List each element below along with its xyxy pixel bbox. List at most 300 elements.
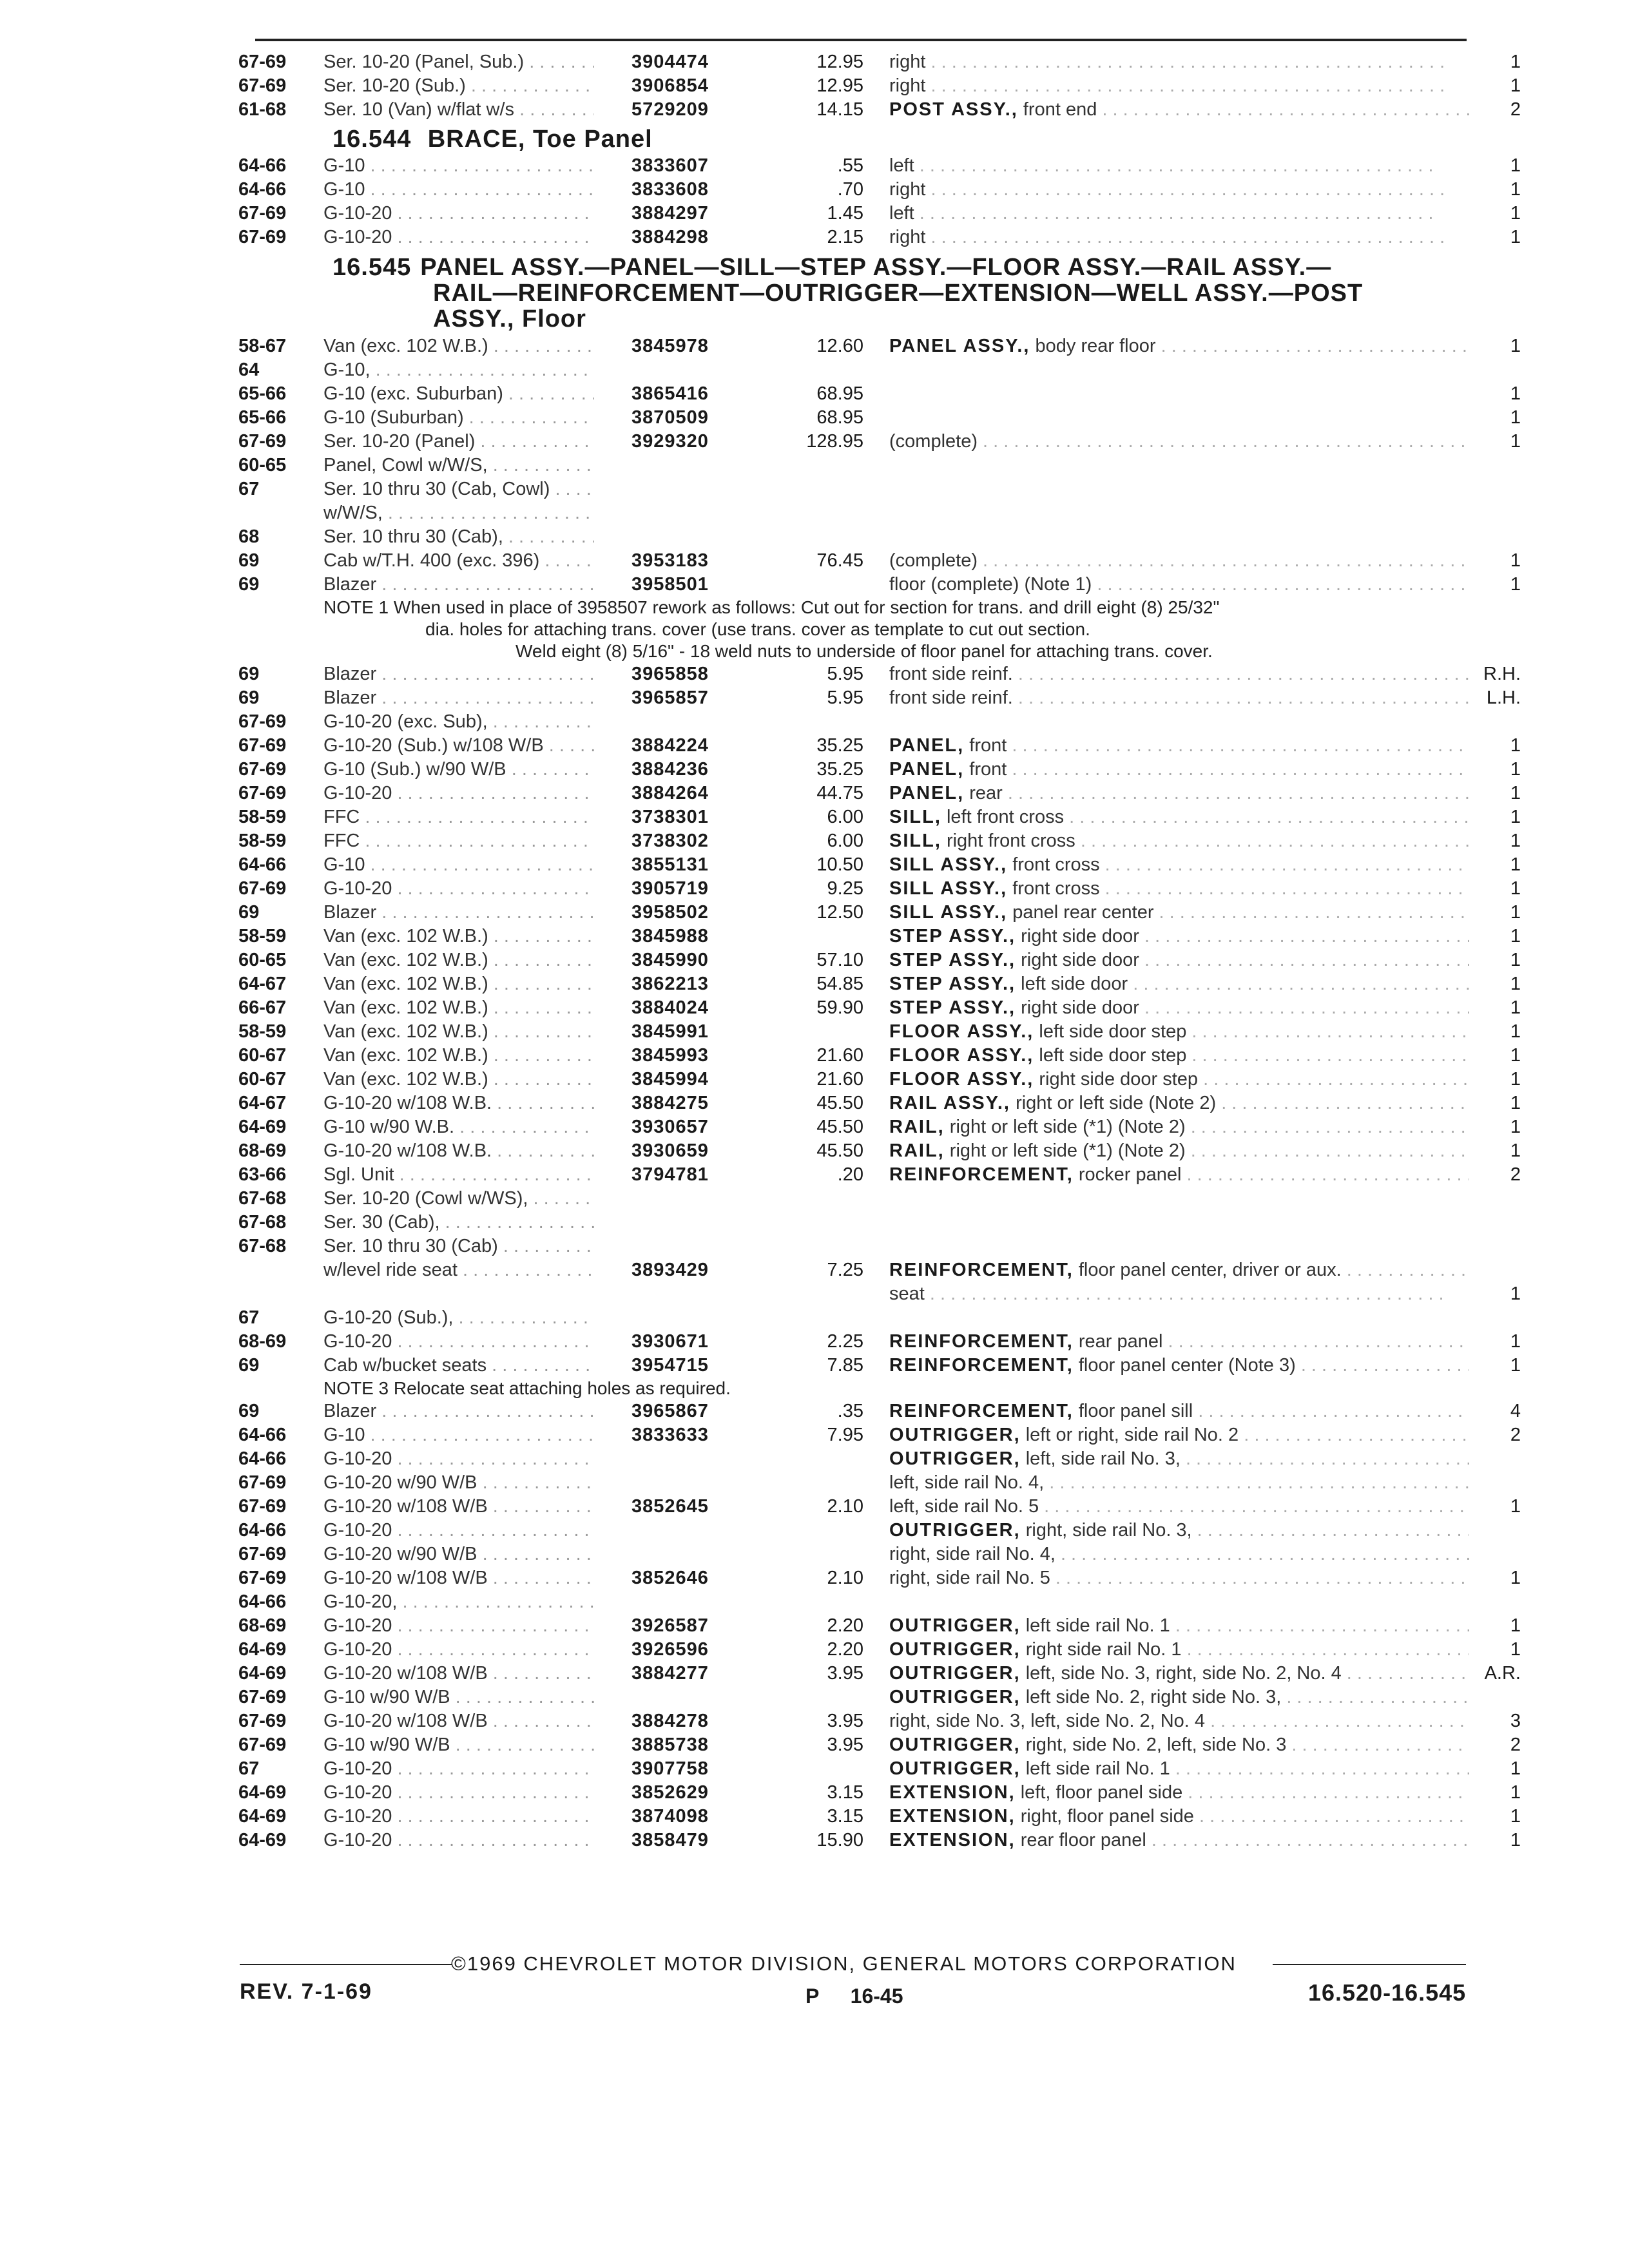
model-cell: G-10-20 . . . xyxy=(323,1614,594,1638)
part-name: REINFORCEMENT, xyxy=(889,1331,1074,1352)
part-number-cell: 3870509 xyxy=(631,407,709,428)
table-row xyxy=(238,358,1521,382)
price-cell: 2.25 xyxy=(827,1331,863,1352)
part-description: right side door step xyxy=(1039,1069,1199,1090)
table-row xyxy=(238,1187,1521,1211)
year-cell: 64-69 xyxy=(238,1663,287,1684)
part-description: right, side No. 2, left, side No. 3 xyxy=(1025,1735,1287,1755)
year-cell: 67 xyxy=(238,1307,260,1328)
part-number-cell: 3884277 xyxy=(631,1663,709,1684)
part-description: left xyxy=(889,155,914,176)
year-cell: 64-66 xyxy=(238,1520,287,1541)
year-cell: 58-67 xyxy=(238,336,287,356)
model-cell: G-10-20 (Sub.), . . . xyxy=(323,1306,594,1330)
description-cell xyxy=(889,996,1469,1020)
description-cell xyxy=(889,1829,1469,1852)
part-name: STEP ASSY., xyxy=(889,997,1016,1018)
part-name: STEP ASSY., xyxy=(889,974,1016,994)
quantity-cell: 1 xyxy=(1510,735,1521,756)
year-cell: 67-69 xyxy=(238,52,287,72)
part-name: REINFORCEMENT, xyxy=(889,1164,1074,1185)
section-title-line-1: PANEL ASSY.—PANEL—SILL—STEP ASSY.—FLOOR ASSY.—RAIL ASSY.— xyxy=(420,254,1332,281)
price-cell: 128.95 xyxy=(806,431,863,452)
model-cell: G-10 (Sub.) w/90 W/B . . . xyxy=(323,758,594,782)
part-number-cell: 3845994 xyxy=(631,1069,709,1090)
part-description: floor panel sill xyxy=(1078,1401,1193,1421)
year-cell: 64-67 xyxy=(238,1093,287,1113)
part-number-cell: 3884024 xyxy=(631,997,709,1018)
model-cell: G-10-20 . . . xyxy=(323,782,594,805)
part-name: REINFORCEMENT, xyxy=(889,1401,1074,1421)
year-cell: 64-69 xyxy=(238,1117,287,1137)
part-description: front cross xyxy=(1012,878,1100,899)
group-panel-rows-c xyxy=(238,1399,1521,1852)
model-cell: Ser. 30 (Cab), . . . xyxy=(323,1211,594,1235)
quantity-cell: 1 xyxy=(1510,179,1521,200)
quantity-cell: 1 xyxy=(1510,1830,1521,1850)
part-description: front end xyxy=(1023,99,1097,120)
description-cell xyxy=(889,1258,1469,1282)
year-cell: 69 xyxy=(238,1401,260,1421)
table-row xyxy=(238,948,1521,972)
quantity-cell: 1 xyxy=(1510,950,1521,970)
table-row xyxy=(238,901,1521,925)
quantity-cell: 1 xyxy=(1510,336,1521,356)
part-description: front xyxy=(969,759,1007,780)
part-number-cell: 3833607 xyxy=(631,155,709,176)
table-row xyxy=(238,1235,1521,1258)
model-cell: G-10-20 . . . xyxy=(323,1757,594,1781)
part-name: OUTRIGGER, xyxy=(889,1639,1021,1660)
part-number-cell: 3906854 xyxy=(631,75,709,96)
description-cell xyxy=(889,758,1469,782)
part-name: SILL, xyxy=(889,831,941,851)
part-name: OUTRIGGER, xyxy=(889,1425,1021,1445)
part-number-cell: 3930671 xyxy=(631,1331,709,1352)
part-description: left, side rail No. 5 xyxy=(889,1496,1039,1517)
table-row xyxy=(238,334,1521,358)
part-name: PANEL ASSY., xyxy=(889,336,1030,356)
part-name: OUTRIGGER, xyxy=(889,1615,1021,1636)
part-number-cell: 3953183 xyxy=(631,550,709,571)
part-name: OUTRIGGER, xyxy=(889,1448,1021,1469)
price-cell: 2.10 xyxy=(827,1568,863,1588)
part-name: OUTRIGGER, xyxy=(889,1520,1021,1541)
part-description: right side door xyxy=(1021,950,1139,970)
part-number-cell: 3926596 xyxy=(631,1639,709,1660)
note-1-line-2: dia. holes for attaching trans. cover (use trans. cover as template to cut out section. xyxy=(425,619,1090,639)
description-cell xyxy=(889,686,1469,710)
description-cell xyxy=(889,662,1469,686)
year-cell: 67-69 xyxy=(238,1735,287,1755)
part-description: right or left side (Note 2) xyxy=(1016,1093,1217,1113)
table-row xyxy=(238,1733,1521,1757)
part-number-cell: 3954715 xyxy=(631,1355,709,1376)
model-cell: G-10-20 w/108 W/B . . . xyxy=(323,1662,594,1686)
year-cell: 67-69 xyxy=(238,711,287,732)
model-cell: G-10, . . . xyxy=(323,358,594,382)
quantity-cell: 1 xyxy=(1510,854,1521,875)
part-name: FLOOR ASSY., xyxy=(889,1045,1034,1066)
quantity-cell: 1 xyxy=(1510,1117,1521,1137)
year-cell: 69 xyxy=(238,687,260,708)
part-name: SILL ASSY., xyxy=(889,878,1008,899)
part-number-cell: 3833608 xyxy=(631,179,709,200)
part-description: left side door step xyxy=(1039,1021,1187,1042)
quantity-cell: 1 xyxy=(1510,974,1521,994)
model-cell: Van (exc. 102 W.B.) . . . xyxy=(323,1068,594,1091)
model-cell: G-10-20 w/108 W/B . . . xyxy=(323,1709,594,1733)
description-cell xyxy=(889,1686,1469,1709)
quantity-cell: 1 xyxy=(1510,878,1521,899)
description-cell xyxy=(889,1662,1469,1686)
table-row xyxy=(238,1163,1521,1187)
year-cell: 67-69 xyxy=(238,203,287,224)
year-cell: 64-69 xyxy=(238,1639,287,1660)
model-cell: Sgl. Unit . . . xyxy=(323,1163,594,1187)
description-cell xyxy=(889,1757,1469,1781)
part-name: SILL ASSY., xyxy=(889,902,1008,923)
year-cell: 67-69 xyxy=(238,1711,287,1731)
table-row xyxy=(238,758,1521,782)
section-16544-heading xyxy=(238,127,1521,151)
year-cell: 69 xyxy=(238,574,260,595)
model-cell: Cab w/T.H. 400 (exc. 396) . . . xyxy=(323,549,594,573)
part-number-cell: 3905719 xyxy=(631,878,709,899)
table-row xyxy=(238,662,1521,686)
model-cell: Van (exc. 102 W.B.) . . . xyxy=(323,334,594,358)
year-cell: 67-69 xyxy=(238,878,287,899)
part-number-cell: 3833633 xyxy=(631,1425,709,1445)
part-description: right side rail No. 1 xyxy=(1025,1639,1182,1660)
model-cell: Blazer . . . xyxy=(323,662,594,686)
table-row xyxy=(238,1139,1521,1163)
year-cell: 64 xyxy=(238,360,260,380)
table-row xyxy=(238,1282,1521,1306)
part-name: PANEL, xyxy=(889,735,965,756)
copyright-line: ©1969 CHEVROLET MOTOR DIVISION, GENERAL MOTORS CORPORATION xyxy=(451,1952,1237,1975)
part-number-cell: 3930659 xyxy=(631,1140,709,1161)
description-cell xyxy=(889,1044,1469,1068)
section-number: 16.545 xyxy=(333,254,412,281)
year-cell: 60-65 xyxy=(238,455,287,476)
model-cell: G-10 w/90 W.B. . . . xyxy=(323,1115,594,1139)
model-cell: G-10-20 . . . xyxy=(323,202,594,226)
part-name: POST ASSY., xyxy=(889,99,1018,120)
price-cell: 59.90 xyxy=(816,997,863,1018)
model-cell: Ser. 10 thru 30 (Cab) . . . xyxy=(323,1235,594,1258)
description-cell xyxy=(889,1020,1469,1044)
part-name: EXTENSION, xyxy=(889,1830,1016,1850)
model-cell: Blazer . . . xyxy=(323,901,594,925)
table-row xyxy=(238,430,1521,454)
price-cell: 3.15 xyxy=(827,1806,863,1827)
table-row xyxy=(238,1805,1521,1829)
part-number-cell: 3904474 xyxy=(631,52,709,72)
price-cell: 35.25 xyxy=(816,735,863,756)
model-cell: G-10-20 . . . xyxy=(323,877,594,901)
table-row xyxy=(238,1306,1521,1330)
part-description: rear panel xyxy=(1078,1331,1163,1352)
table-row xyxy=(238,710,1521,734)
part-description: floor panel center (Note 3) xyxy=(1078,1355,1296,1376)
year-cell: 68 xyxy=(238,526,260,547)
description-cell xyxy=(889,430,1469,454)
quantity-cell: 2 xyxy=(1510,1425,1521,1445)
table-row xyxy=(238,477,1521,501)
year-cell: 69 xyxy=(238,550,260,571)
part-description: left, side No. 3, right, side No. 2, No. 4 xyxy=(1025,1663,1342,1684)
part-number-cell: 3884297 xyxy=(631,203,709,224)
part-description: right or left side (*1) (Note 2) xyxy=(949,1117,1186,1137)
description-cell xyxy=(889,972,1469,996)
table-row xyxy=(238,1258,1521,1282)
part-number-cell: 3884278 xyxy=(631,1711,709,1731)
year-cell: 68-69 xyxy=(238,1331,287,1352)
quantity-cell: 2 xyxy=(1510,99,1521,120)
section-title-line-3: ASSY., Floor xyxy=(433,305,586,332)
year-cell: 64-66 xyxy=(238,179,287,200)
description-cell xyxy=(889,154,1469,178)
description-cell xyxy=(889,1354,1469,1378)
year-cell: 64-66 xyxy=(238,155,287,176)
price-cell: 54.85 xyxy=(816,974,863,994)
model-cell: Van (exc. 102 W.B.) . . . xyxy=(323,1020,594,1044)
year-cell: 69 xyxy=(238,902,260,923)
description-cell xyxy=(889,1805,1469,1829)
table-row xyxy=(238,1614,1521,1638)
table-row xyxy=(238,805,1521,829)
group-brace-rows xyxy=(238,154,1521,249)
price-cell: 45.50 xyxy=(816,1093,863,1113)
model-cell: Ser. 10 (Van) w/flat w/s . . . xyxy=(323,98,594,122)
price-cell: 12.95 xyxy=(816,75,863,96)
footer-rule-left xyxy=(240,1964,452,1965)
description-cell xyxy=(889,1068,1469,1091)
part-name: FLOOR ASSY., xyxy=(889,1021,1034,1042)
price-cell: 15.90 xyxy=(816,1830,863,1850)
part-description: (complete) xyxy=(889,431,978,452)
part-number-cell: 3958502 xyxy=(631,902,709,923)
quantity-cell: 1 xyxy=(1510,155,1521,176)
section-title-line-2: RAIL—REINFORCEMENT—OUTRIGGER—EXTENSION—WELL ASSY.—POST xyxy=(433,280,1364,307)
note-1-line-3: Weld eight (8) 5/16" - 18 weld nuts to underside of floor panel for attaching trans. cover. xyxy=(516,641,1213,661)
price-cell: 7.95 xyxy=(827,1425,863,1445)
model-cell: G-10-20 w/90 W/B . . . xyxy=(323,1471,594,1495)
year-cell: 64-69 xyxy=(238,1782,287,1803)
part-number-cell: 3907758 xyxy=(631,1758,709,1779)
part-number-cell: 3794781 xyxy=(631,1164,709,1185)
part-description: body rear floor xyxy=(1035,336,1156,356)
table-row xyxy=(238,1423,1521,1447)
part-number-cell: 3929320 xyxy=(631,431,709,452)
model-cell: G-10 . . . xyxy=(323,853,594,877)
year-cell: 67-69 xyxy=(238,1544,287,1564)
price-cell: .55 xyxy=(837,155,863,176)
table-row xyxy=(238,1662,1521,1686)
model-cell: w/level ride seat . . . xyxy=(323,1258,594,1282)
table-row xyxy=(238,74,1521,98)
table-row xyxy=(238,1638,1521,1662)
description-cell xyxy=(889,334,1469,358)
price-cell: 35.25 xyxy=(816,759,863,780)
description-cell xyxy=(889,1115,1469,1139)
table-row xyxy=(238,1330,1521,1354)
part-number-cell: 3965867 xyxy=(631,1401,709,1421)
price-cell: 5.95 xyxy=(827,664,863,684)
part-number-cell: 3884236 xyxy=(631,759,709,780)
model-cell: Van (exc. 102 W.B.) . . . xyxy=(323,1044,594,1068)
part-description: left side door xyxy=(1021,974,1128,994)
part-description: (complete) xyxy=(889,550,978,571)
part-number-cell: 3738301 xyxy=(631,807,709,827)
model-cell: G-10-20 w/90 W/B . . . xyxy=(323,1542,594,1566)
table-row xyxy=(238,406,1521,430)
part-description: rocker panel xyxy=(1078,1164,1182,1185)
description-cell xyxy=(889,1638,1469,1662)
price-cell: 3.95 xyxy=(827,1735,863,1755)
part-name: OUTRIGGER, xyxy=(889,1663,1021,1684)
year-cell: 60-67 xyxy=(238,1069,287,1090)
model-cell: G-10-20 w/108 W/B . . . xyxy=(323,1566,594,1590)
model-cell: Ser. 10-20 (Panel, Sub.) . . . xyxy=(323,50,594,74)
year-cell: 67-69 xyxy=(238,227,287,247)
part-description: rear xyxy=(969,783,1003,803)
price-cell: 6.00 xyxy=(827,831,863,851)
model-cell: G-10 . . . xyxy=(323,1423,594,1447)
price-cell: 2.20 xyxy=(827,1639,863,1660)
model-cell: Ser. 10-20 (Sub.) . . . xyxy=(323,74,594,98)
price-cell: 10.50 xyxy=(816,854,863,875)
description-cell xyxy=(889,877,1469,901)
part-number-cell: 3845991 xyxy=(631,1021,709,1042)
model-cell: Van (exc. 102 W.B.) . . . xyxy=(323,925,594,948)
part-number-cell: 3885738 xyxy=(631,1735,709,1755)
section-number: 16.544 xyxy=(333,126,412,153)
quantity-cell: 1 xyxy=(1510,1782,1521,1803)
year-cell: 64-66 xyxy=(238,1448,287,1469)
quantity-cell: 1 xyxy=(1510,1568,1521,1588)
model-cell: G-10-20 . . . xyxy=(323,1447,594,1471)
price-cell: .35 xyxy=(837,1401,863,1421)
year-cell: 67 xyxy=(238,1758,260,1779)
part-number-cell: 3930657 xyxy=(631,1117,709,1137)
price-cell: 3.95 xyxy=(827,1711,863,1731)
part-name: OUTRIGGER, xyxy=(889,1735,1021,1755)
part-number-cell: 3852629 xyxy=(631,1782,709,1803)
table-row xyxy=(238,686,1521,710)
page-number xyxy=(805,1984,903,2008)
table-row xyxy=(238,996,1521,1020)
description-cell xyxy=(889,782,1469,805)
quantity-cell: 1 xyxy=(1510,1140,1521,1161)
quantity-cell: 1 xyxy=(1510,75,1521,96)
part-name: RAIL ASSY., xyxy=(889,1093,1010,1113)
quantity-cell: 1 xyxy=(1510,1355,1521,1376)
price-cell: 5.95 xyxy=(827,687,863,708)
table-row xyxy=(238,1781,1521,1805)
part-name: RAIL, xyxy=(889,1117,945,1137)
description-cell xyxy=(889,734,1469,758)
model-cell: G-10-20 . . . xyxy=(323,1829,594,1852)
year-cell: 67-69 xyxy=(238,735,287,756)
part-description: left, floor panel side xyxy=(1020,1782,1183,1803)
year-cell: 64-69 xyxy=(238,1806,287,1827)
description-cell xyxy=(889,1519,1469,1542)
price-cell: 45.50 xyxy=(816,1140,863,1161)
page-number-value: 16-45 xyxy=(850,1984,903,2008)
part-description: seat xyxy=(889,1283,925,1304)
quantity-cell: R.H. xyxy=(1483,664,1521,684)
part-number-cell: 3884224 xyxy=(631,735,709,756)
part-number-cell: 3926587 xyxy=(631,1615,709,1636)
year-cell: 64-66 xyxy=(238,1591,287,1612)
part-description: front xyxy=(969,735,1007,756)
price-cell: 2.20 xyxy=(827,1615,863,1636)
model-cell: G-10-20 w/108 W.B. . . . xyxy=(323,1091,594,1115)
description-cell xyxy=(889,1542,1469,1566)
part-description: panel rear center xyxy=(1012,902,1154,923)
model-cell: G-10-20 . . . xyxy=(323,1781,594,1805)
part-description: right, side No. 3, left, side No. 2, No. 4 xyxy=(889,1711,1206,1731)
part-description: left side door step xyxy=(1039,1045,1187,1066)
part-description: right, side rail No. 3, xyxy=(1025,1520,1192,1541)
part-description: left side No. 2, right side No. 3, xyxy=(1025,1687,1282,1707)
table-row xyxy=(238,154,1521,178)
table-row xyxy=(238,382,1521,406)
quantity-cell: 1 xyxy=(1510,383,1521,404)
part-number-cell: 3865416 xyxy=(631,383,709,404)
part-number-cell: 3852645 xyxy=(631,1496,709,1517)
quantity-cell: 1 xyxy=(1510,550,1521,571)
price-cell: 2.15 xyxy=(827,227,863,247)
description-cell xyxy=(889,573,1469,597)
price-cell: 45.50 xyxy=(816,1117,863,1137)
section-16545-heading xyxy=(238,255,1521,332)
part-name: REINFORCEMENT, xyxy=(889,1355,1074,1376)
table-row xyxy=(238,50,1521,74)
table-row xyxy=(238,1447,1521,1471)
model-cell: G-10-20 w/108 W/B . . . xyxy=(323,1495,594,1519)
table-row xyxy=(238,782,1521,805)
model-cell: FFC . . . xyxy=(323,805,594,829)
part-description: right xyxy=(889,52,926,72)
year-cell: 67-69 xyxy=(238,1496,287,1517)
description-cell xyxy=(889,202,1469,226)
year-cell: 67-69 xyxy=(238,783,287,803)
quantity-cell: 1 xyxy=(1510,1639,1521,1660)
year-cell: 64-66 xyxy=(238,854,287,875)
part-description: right, side rail No. 4, xyxy=(889,1544,1055,1564)
price-cell: 12.95 xyxy=(816,52,863,72)
description-cell xyxy=(889,829,1469,853)
footer-rule-right xyxy=(1273,1964,1466,1965)
page-label: P xyxy=(805,1984,819,2008)
part-description: right xyxy=(889,75,926,96)
part-number-cell: 3884275 xyxy=(631,1093,709,1113)
price-cell: 7.25 xyxy=(827,1260,863,1280)
model-cell: G-10-20, . . . xyxy=(323,1590,594,1614)
table-row xyxy=(238,877,1521,901)
model-cell: Ser. 10 thru 30 (Cab), . . . xyxy=(323,525,594,549)
year-cell: 63-66 xyxy=(238,1164,287,1185)
description-cell xyxy=(889,1495,1469,1519)
quantity-cell: 1 xyxy=(1510,1806,1521,1827)
price-cell: 3.95 xyxy=(827,1663,863,1684)
price-cell: 68.95 xyxy=(816,383,863,404)
part-description: front cross xyxy=(1012,854,1100,875)
group-panel-rows-a xyxy=(238,334,1521,597)
